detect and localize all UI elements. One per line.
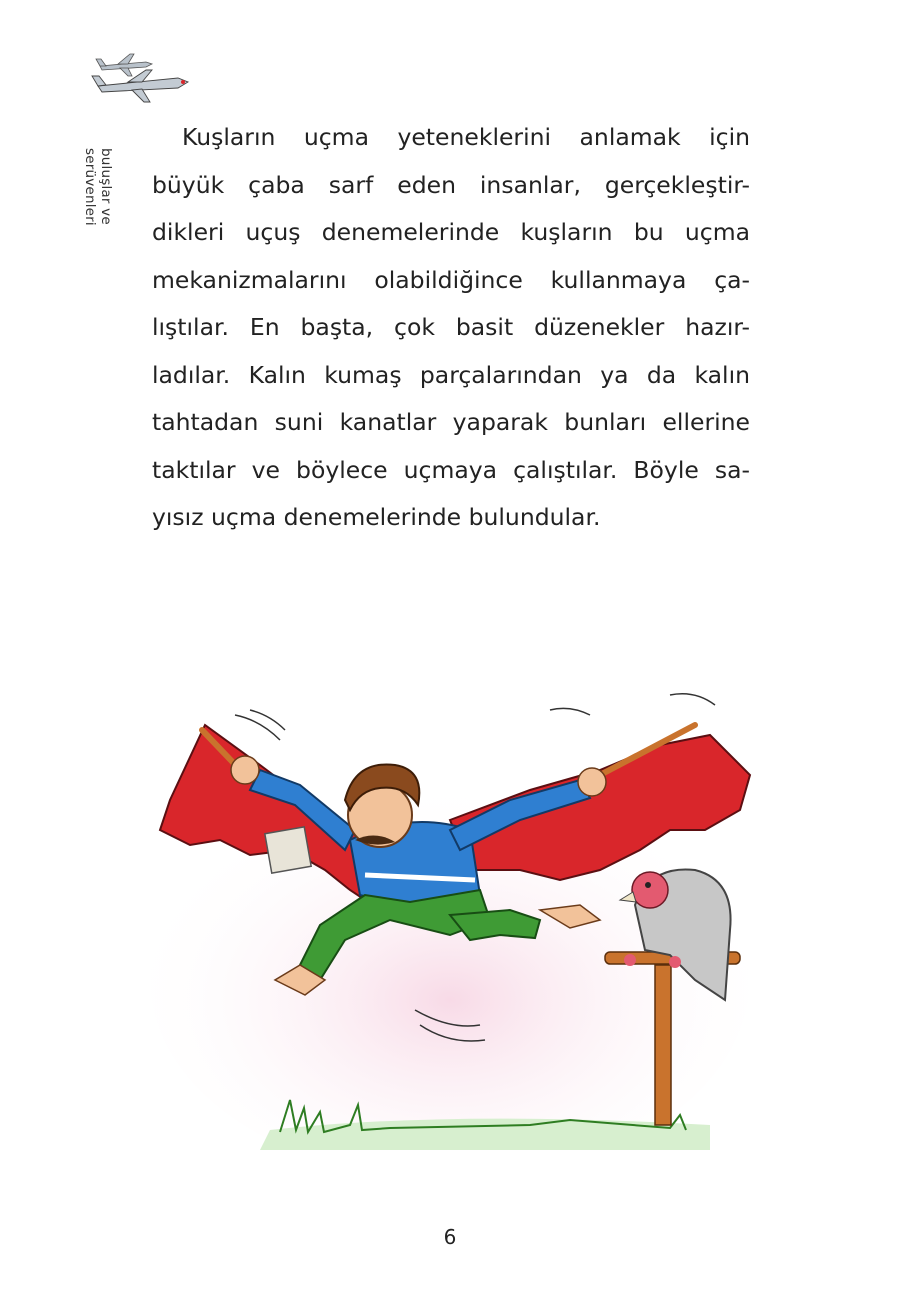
body-paragraph <box>152 114 750 542</box>
text-line: ladılar. Kalın kumaş parçalarından ya da kalın <box>152 360 750 389</box>
text-line: tahtadan suni kanatlar yaparak bunları ellerine <box>152 408 750 436</box>
text-line: taktılar ve böylece uçmaya çalıştılar. Böyle sa- <box>152 455 750 484</box>
text-line: dikleri uçuş denemelerinde kuşların bu uçma <box>152 218 750 246</box>
page-number: 6 <box>443 1225 457 1249</box>
text-line: Kuşların uçma yeteneklerini anlamak için <box>182 123 750 151</box>
text-line: lıştılar. En başta, çok basit düzenekler hazır- <box>152 313 750 341</box>
text-line: mekanizmalarını olabildiğince kullanmaya ça- <box>152 265 750 294</box>
man-with-cloth-wings-illustration <box>150 680 760 1150</box>
text-line: büyük çaba sarf eden insanlar, gerçekleştir- <box>152 170 750 199</box>
airplanes-icon <box>88 48 193 108</box>
running-head: buluşlar ve serüvenleri <box>82 148 114 226</box>
text-line: yısız uçma denemelerinde bulundular. <box>152 503 601 531</box>
